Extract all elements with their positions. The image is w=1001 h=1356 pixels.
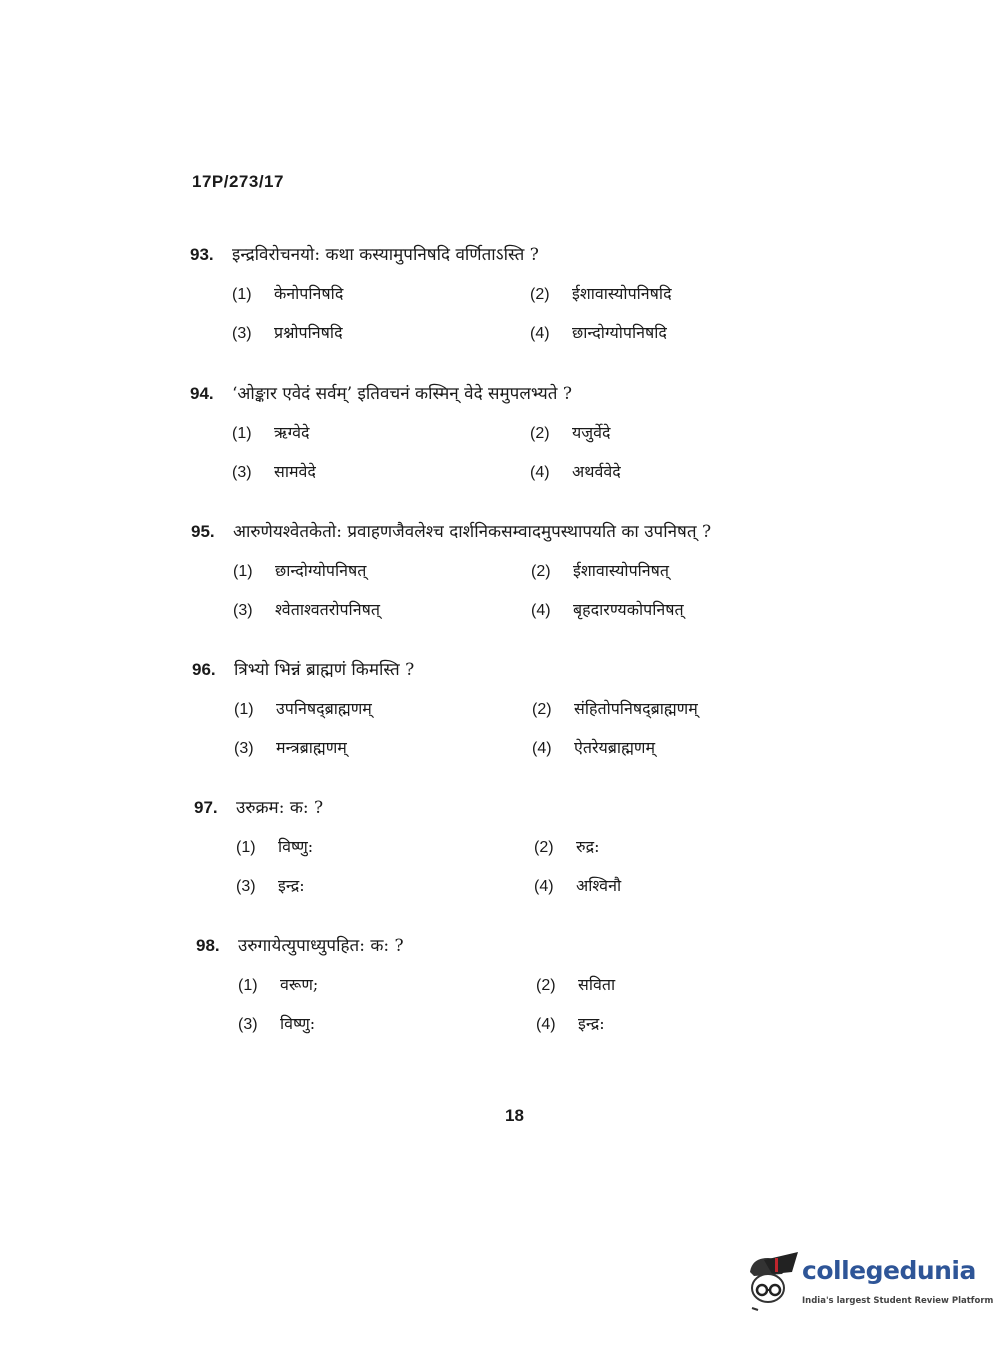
option-text: सविता xyxy=(578,975,616,994)
option xyxy=(534,835,794,861)
option xyxy=(534,874,794,900)
option-label: (4) xyxy=(530,325,550,342)
option-label: (1) xyxy=(234,701,254,718)
question xyxy=(196,933,756,1038)
option-text: प्रश्नोपनिषदि xyxy=(274,323,343,342)
question xyxy=(194,795,754,900)
question-text: इन्द्रविरोचनयो: कथा कस्यामुपनिषदि वर्णिताऽस्ति ? xyxy=(232,245,539,265)
option xyxy=(234,736,532,762)
option xyxy=(236,835,534,861)
option-text: छान्दोग्योपनिषत् xyxy=(275,561,367,580)
option-label: (2) xyxy=(536,977,556,994)
question-text: उरुगायेत्युपाध्युपहित: क: ? xyxy=(238,936,404,956)
options xyxy=(233,559,751,624)
option-label: (1) xyxy=(238,977,258,994)
question-text: आरुणेयश्वेतकेतो: प्रवाहणजैवलेश्च दार्शनिकसम्वादमुपस्थापयति का उपनिषत् ? xyxy=(233,522,712,542)
question-number: 95. xyxy=(191,522,215,541)
option-text: संहितोपनिषद्ब्राह्मणम् xyxy=(574,699,698,718)
option-text: विष्णु: xyxy=(280,1014,316,1033)
option-text: ऐतरेयब्राह्मणम् xyxy=(574,738,656,757)
option-text: ईशावास्योपनिषत् xyxy=(573,561,670,580)
option-text: वरूण; xyxy=(280,975,319,994)
option-text: अश्विनौ xyxy=(576,876,622,895)
option-label: (1) xyxy=(232,286,252,303)
options xyxy=(236,835,754,900)
question-stem xyxy=(192,657,752,683)
option xyxy=(232,321,530,347)
option-label: (3) xyxy=(233,602,253,619)
option xyxy=(532,697,792,723)
question-number: 94. xyxy=(190,384,214,403)
brand-tagline: India's largest Student Review Platform xyxy=(802,1296,994,1306)
question-number: 96. xyxy=(192,660,216,679)
option-text: श्वेताश्वतरोपनिषत् xyxy=(275,600,380,619)
option-label: (3) xyxy=(232,464,252,481)
option-text: रुद्र: xyxy=(576,837,600,856)
question-number: 97. xyxy=(194,798,218,817)
option-label: (2) xyxy=(530,286,550,303)
question-text: ‘ओङ्कार एवेदं सर्वम्’ इतिवचनं कस्मिन् वेदे समुपलभ्यते ? xyxy=(232,384,572,404)
options xyxy=(234,697,752,762)
question-stem xyxy=(196,933,756,959)
option-label: (4) xyxy=(534,878,554,895)
option-text: बृहदारण्यकोपनिषत् xyxy=(573,600,684,619)
option xyxy=(233,559,531,585)
question-number: 98. xyxy=(196,936,220,955)
option-label: (2) xyxy=(530,425,550,442)
option-text: सामवेदे xyxy=(274,462,316,481)
option-label: (3) xyxy=(238,1016,258,1033)
question xyxy=(191,519,751,624)
option xyxy=(233,598,531,624)
question-text: त्रिभ्यो भिन्नं ब्राह्मणं किमस्ति ? xyxy=(234,660,415,680)
question xyxy=(190,381,750,486)
question xyxy=(192,657,752,762)
question-stem xyxy=(190,381,750,407)
option-label: (4) xyxy=(531,602,551,619)
option xyxy=(232,460,530,486)
option xyxy=(530,321,790,347)
option-text: अथर्ववेदे xyxy=(572,462,621,481)
option xyxy=(232,282,530,308)
option-text: छान्दोग्योपनिषदि xyxy=(572,323,667,342)
question-stem xyxy=(191,519,751,545)
options xyxy=(232,421,750,486)
option xyxy=(536,1012,796,1038)
option-label: (1) xyxy=(232,425,252,442)
option xyxy=(530,282,790,308)
option-label: (1) xyxy=(236,839,256,856)
question-stem xyxy=(190,242,750,268)
option xyxy=(530,421,790,447)
option-text: विष्णु: xyxy=(278,837,314,856)
option-label: (2) xyxy=(534,839,554,856)
option-label: (2) xyxy=(532,701,552,718)
option-label: (4) xyxy=(536,1016,556,1033)
option-text: इन्द्र: xyxy=(278,876,305,895)
option-label: (2) xyxy=(531,563,551,580)
option-label: (3) xyxy=(234,740,254,757)
option xyxy=(238,973,536,999)
option-text: केनोपनिषदि xyxy=(274,284,344,303)
option xyxy=(238,1012,536,1038)
option-text: यजुर्वेदे xyxy=(572,423,611,442)
option xyxy=(532,736,792,762)
option xyxy=(530,460,790,486)
option-label: (4) xyxy=(532,740,552,757)
options xyxy=(232,282,750,347)
question xyxy=(190,242,750,347)
page-number: 18 xyxy=(505,1106,524,1125)
paper-code: 17P/273/17 xyxy=(192,172,284,191)
option-label: (1) xyxy=(233,563,253,580)
option xyxy=(234,697,532,723)
student-mascot-icon xyxy=(742,1250,802,1314)
option-label: (3) xyxy=(232,325,252,342)
option xyxy=(531,598,791,624)
question-text: उरुक्रम: क: ? xyxy=(236,798,324,818)
options xyxy=(238,973,756,1038)
option xyxy=(232,421,530,447)
option-label: (4) xyxy=(530,464,550,481)
option xyxy=(536,973,796,999)
option-text: ईशावास्योपनिषदि xyxy=(572,284,672,303)
option-text: उपनिषद्ब्राह्मणम् xyxy=(276,699,372,718)
option-text: मन्त्रब्राह्मणम् xyxy=(276,738,347,757)
option xyxy=(531,559,791,585)
option-text: इन्द्र: xyxy=(578,1014,605,1033)
option-text: ऋग्वेदे xyxy=(274,423,310,442)
question-number: 93. xyxy=(190,245,214,264)
collegedunia-logo xyxy=(742,1250,994,1320)
brand-name: collegedunia xyxy=(802,1256,976,1285)
option xyxy=(236,874,534,900)
question-stem xyxy=(194,795,754,821)
option-label: (3) xyxy=(236,878,256,895)
